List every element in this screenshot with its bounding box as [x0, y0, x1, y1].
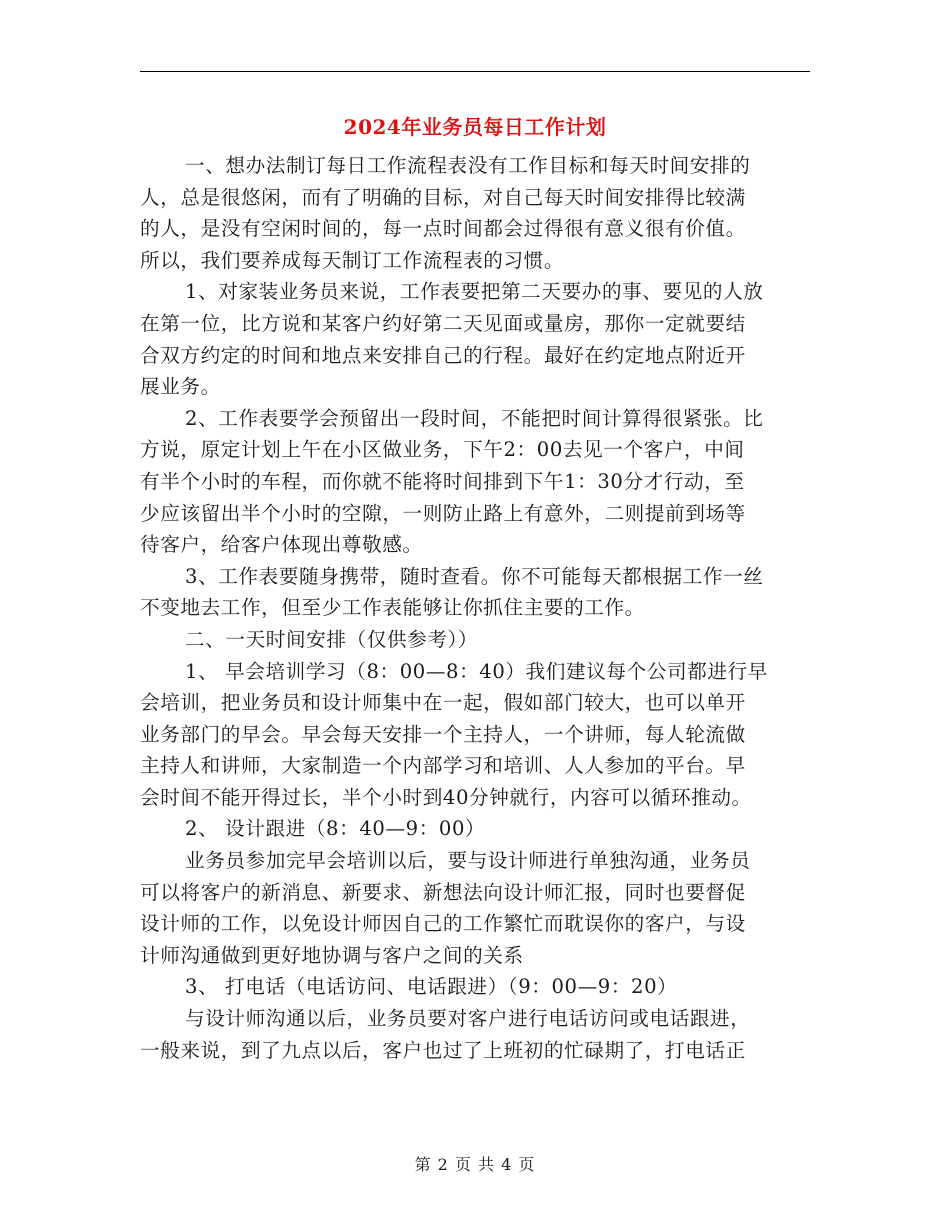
text-line: 计师沟通做到更好地协调与客户之间的关系 — [140, 943, 524, 967]
document-body — [140, 150, 812, 1066]
page-number: 第 2 页 共 4 页 — [414, 1155, 536, 1174]
document-title: 2024年业务员每日工作计划 — [343, 115, 607, 139]
text-line: 会培训，把业务员和设计师集中在一起，假如部门较大，也可以单开 — [140, 691, 746, 715]
text-line: 业务部门的早会。早会每天安排一个主持人，一个讲师，每人轮流做 — [140, 722, 746, 746]
text-line: 所以，我们要养成每天制订工作流程表的习惯。 — [140, 248, 565, 272]
text-line: 方说，原定计划上午在小区做业务，下午2：00去见一个客户，中间 — [140, 438, 745, 462]
text-line: 人，总是很悠闲，而有了明确的目标，对自己每天时间安排得比较满 — [140, 185, 746, 209]
text-line: 会时间不能开得过长，半个小时到40分钟就行，内容可以循环推动。 — [140, 785, 752, 809]
text-line: 2、工作表要学会预留出一段时间，不能把时间计算得很紧张。比 — [185, 406, 764, 430]
text-line: 3、工作表要随身携带，随时查看。你不可能每天都根据工作一丝 — [185, 564, 764, 588]
text-line: 2、 设计跟进（8：40—9：00） — [185, 817, 486, 841]
text-line: 待客户，给客户体现出尊敬感。 — [140, 533, 423, 557]
text-line: 合双方约定的时间和地点来安排自己的行程。最好在约定地点附近开 — [140, 343, 746, 367]
text-line: 可以将客户的新消息、新要求、新想法向设计师汇报，同时也要督促 — [140, 880, 746, 904]
text-line: 一般来说，到了九点以后，客户也过了上班初的忙碌期了，打电话正 — [140, 1038, 746, 1062]
text-line: 与设计师沟通以后，业务员要对客户进行电话访问或电话跟进， — [185, 1007, 751, 1031]
text-line: 有半个小时的车程，而你就不能将时间排到下午1：30分才行动，至 — [140, 469, 745, 493]
text-line: 业务员参加完早会培训以后，要与设计师进行单独沟通，业务员 — [185, 849, 751, 873]
text-line: 在第一位，比方说和某客户约好第二天见面或量房，那你一定就要结 — [140, 311, 746, 335]
text-line: 主持人和讲师，大家制造一个内部学习和培训、人人参加的平台。早 — [140, 754, 746, 778]
text-line: 的人，是没有空闲时间的，每一点时间都会过得很有意义很有价值。 — [140, 217, 746, 241]
header-rule — [140, 71, 810, 72]
text-line: 不变地去工作，但至少工作表能够让你抓住主要的工作。 — [140, 596, 645, 620]
text-line: 展业务。 — [140, 375, 221, 399]
text-line: 1、 早会培训学习（8：00—8：40）我们建议每个公司都进行早 — [185, 659, 768, 683]
text-line: 3、 打电话（电话访问、电话跟进）（9：00—9：20） — [185, 975, 678, 999]
text-line: 设计师的工作，以免设计师因自己的工作繁忙而耽误你的客户，与设 — [140, 912, 746, 936]
text-line: 1、对家装业务员来说，工作表要把第二天要办的事、要见的人放 — [185, 280, 764, 304]
text-line: 少应该留出半个小时的空隙，一则防止路上有意外，二则提前到场等 — [140, 501, 746, 525]
text-line: 二、一天时间安排（仅供参考）） — [185, 627, 479, 651]
text-line: 一、想办法制订每日工作流程表没有工作目标和每天时间安排的 — [185, 154, 751, 177]
